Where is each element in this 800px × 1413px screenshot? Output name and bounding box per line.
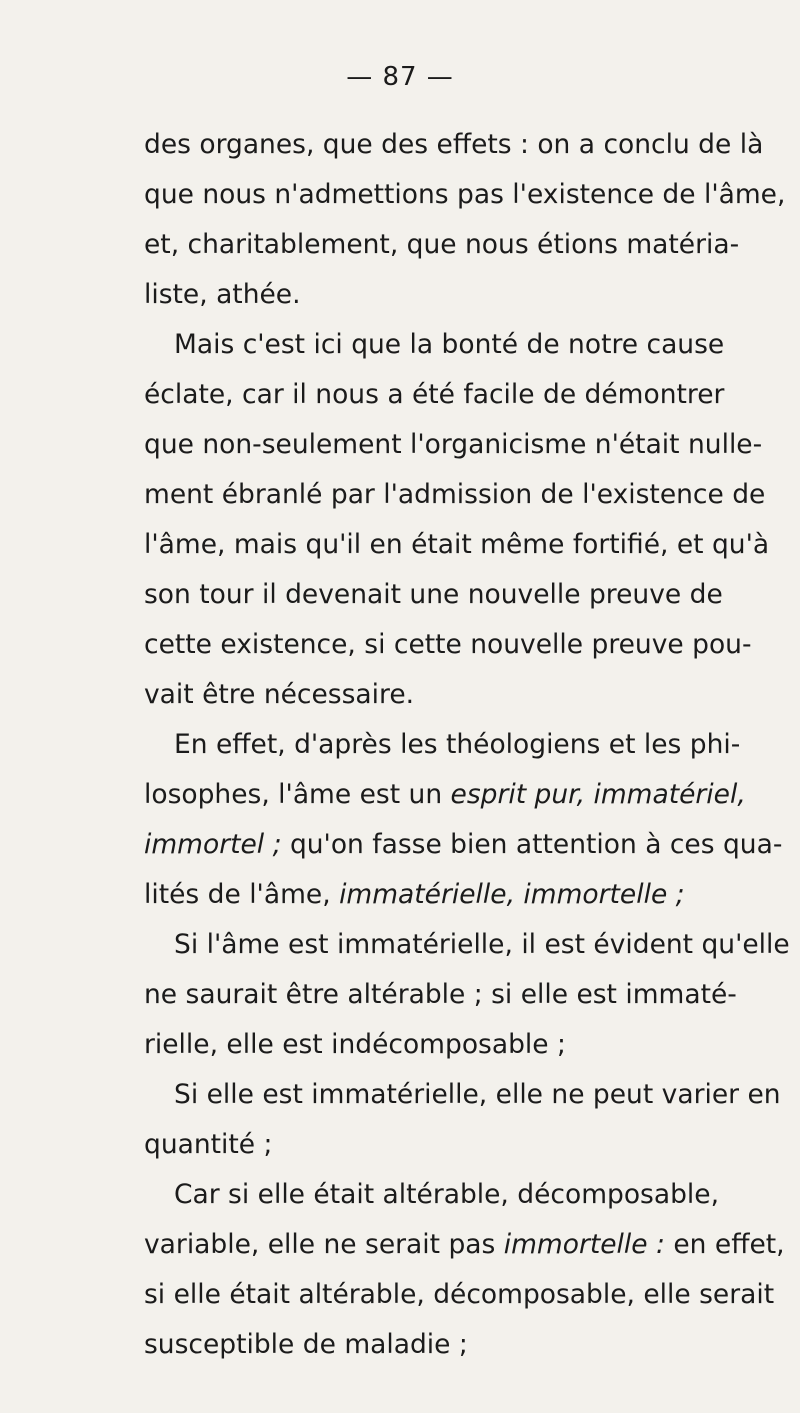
text-line: Mais c'est ici que la bonté de notre cause [174, 329, 725, 360]
text-line: Car si elle était altérable, décomposable, [174, 1179, 719, 1210]
text-line: rielle, elle est indécomposable ; [144, 1029, 566, 1060]
text-line: cette existence, si cette nouvelle preuve pou- [144, 629, 752, 660]
text-line: vait être nécessaire. [144, 679, 415, 710]
text-line: En effet, d'après les théologiens et les phi- [174, 729, 741, 760]
text-line: des organes, que des effets : on a conclu de là [144, 129, 764, 160]
text-line: Si elle est immatérielle, elle ne peut varier en [174, 1079, 781, 1110]
text-line: l'âme, mais qu'il en était même fortifié, et qu'à [144, 529, 770, 560]
text-line: que nous n'admettions pas l'existence de l'âme, [144, 179, 786, 210]
text-line: ment ébranlé par l'admission de l'existence de [144, 479, 766, 510]
text-line: lités de l'âme, immatérielle, immortelle ; [144, 879, 685, 910]
text-line: que non-seulement l'organicisme n'était nulle- [144, 429, 763, 460]
text-line: susceptible de maladie ; [144, 1329, 468, 1360]
text-line: variable, elle ne serait pas immortelle : en effet, [144, 1229, 785, 1260]
text-line: si elle était altérable, décomposable, elle serait [144, 1279, 775, 1310]
text-line: ne saurait être altérable ; si elle est immaté- [144, 979, 737, 1010]
text-line: son tour il devenait une nouvelle preuve de [144, 579, 723, 610]
text-line: Si l'âme est immatérielle, il est évident qu'elle [174, 929, 790, 960]
text-line: quantité ; [144, 1129, 273, 1160]
text-line: éclate, car il nous a été facile de démontrer [144, 379, 725, 410]
text-line: immortel ; qu'on fasse bien attention à ces qua- [144, 829, 783, 860]
text-line: liste, athée. [144, 279, 301, 310]
text-line: et, charitablement, que nous étions matéria- [144, 229, 740, 260]
text-line: losophes, l'âme est un esprit pur, immatériel, [144, 779, 746, 810]
page-number: — 87 — [346, 62, 454, 92]
